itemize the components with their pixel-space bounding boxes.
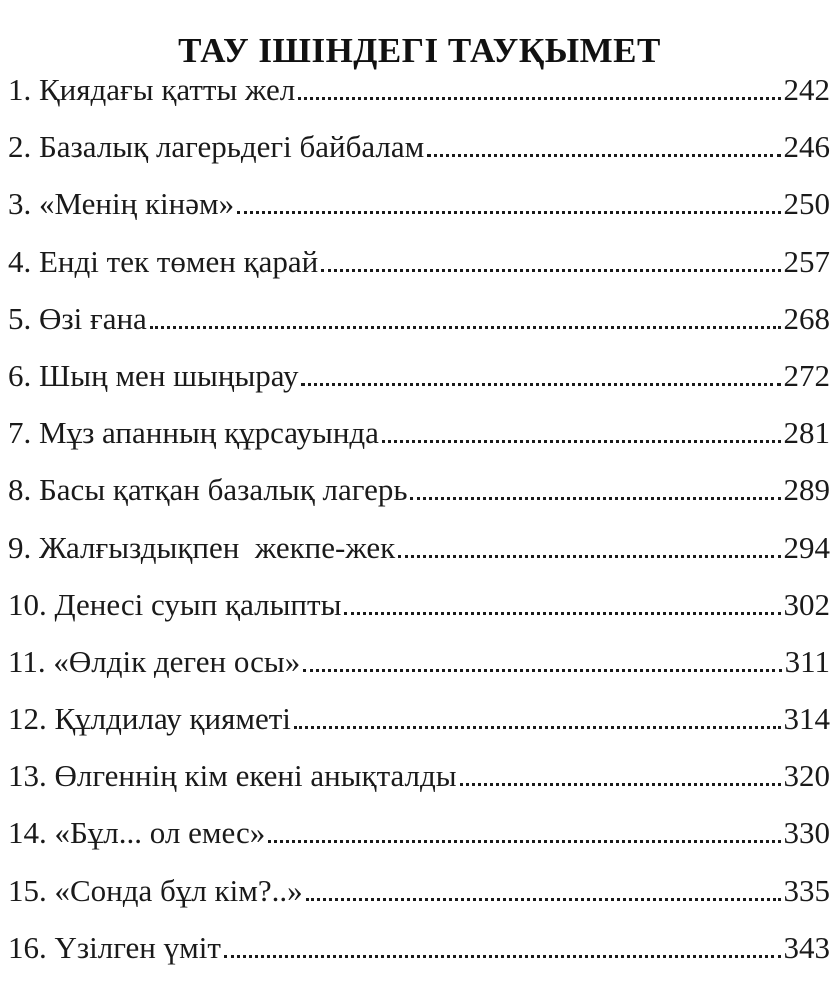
- toc-entry-title: 7. Мұз апанның құрсауында: [8, 415, 379, 451]
- dot-leader: [303, 669, 781, 672]
- toc-entry-page-number: 257: [783, 243, 830, 279]
- dot-leader: [321, 269, 780, 272]
- toc-entry-title: 16. Үзілген үміт: [8, 929, 221, 965]
- toc-entry-page-number: 281: [783, 415, 830, 451]
- toc-entry-page-number: 320: [783, 758, 830, 794]
- toc-entry: [8, 693, 830, 750]
- toc-entry-page-number: 335: [783, 872, 830, 908]
- toc-entry-title: 3. «Менің кінәм»: [8, 186, 235, 222]
- toc-entry-title: 10. Денесі суып қалыпты: [8, 586, 342, 622]
- toc-entry-title: 4. Енді тек төмен қарай: [8, 243, 319, 279]
- toc-entry-title: 6. Шың мен шыңырау: [8, 357, 299, 393]
- toc-entry: [8, 636, 830, 693]
- table-of-contents: [8, 64, 830, 979]
- dot-leader: [294, 726, 781, 729]
- toc-entry: [8, 579, 830, 636]
- dot-leader: [306, 898, 781, 901]
- toc-entry: [8, 293, 830, 350]
- toc-entry: [8, 64, 830, 121]
- toc-entry-page-number: 330: [783, 815, 830, 851]
- dot-leader: [382, 440, 781, 443]
- toc-entry: [8, 350, 830, 407]
- toc-entry-title: 8. Басы қатқан базалық лагерь: [8, 472, 408, 508]
- toc-entry-page-number: 246: [783, 129, 830, 165]
- dot-leader: [298, 97, 780, 100]
- toc-entry: [8, 750, 830, 807]
- toc-entry: [8, 522, 830, 579]
- toc-entry: [8, 865, 830, 922]
- toc-entry-title: 14. «Бұл... ол емес»: [8, 815, 266, 851]
- toc-entry-page-number: 242: [783, 72, 830, 107]
- toc-entry: [8, 407, 830, 464]
- toc-entry-title: 9. Жалғыздықпен жекпе-жек: [8, 529, 396, 565]
- toc-entry-title: 11. «Өлдік деген осы»: [8, 643, 301, 679]
- toc-entry-title: 5. Өзі ғана: [8, 300, 147, 336]
- toc-entry-title: 15. «Сонда бұл кім?..»: [8, 872, 303, 908]
- page-title: ТАУ ІШІНДЕГІ ТАУҚЫМЕТ: [178, 31, 661, 71]
- toc-entry-page-number: 272: [783, 357, 830, 393]
- toc-entry-page-number: 311: [784, 643, 830, 679]
- toc-entry-page-number: 250: [783, 186, 830, 222]
- dot-leader: [150, 326, 781, 329]
- dot-leader: [344, 612, 780, 615]
- dot-leader: [398, 555, 780, 558]
- dot-leader: [237, 211, 780, 214]
- toc-entry-page-number: 289: [783, 472, 830, 508]
- dot-leader: [427, 154, 780, 157]
- toc-entry-page-number: 343: [783, 929, 830, 965]
- toc-entry-title: 12. Құлдилау қияметі: [8, 701, 291, 737]
- dot-leader: [460, 783, 781, 786]
- toc-entry: [8, 464, 830, 521]
- toc-entry-page-number: 302: [783, 586, 830, 622]
- dot-leader: [410, 497, 780, 500]
- toc-entry-title: 13. Өлгеннің кім екені анықталды: [8, 758, 457, 794]
- toc-entry-page-number: 268: [783, 300, 830, 336]
- toc-entry: [8, 236, 830, 293]
- toc-entry-title: 1. Қиядағы қатты жел: [8, 72, 296, 107]
- toc-entry-title: 2. Базалық лагерьдегі байбалам: [8, 129, 425, 165]
- dot-leader: [268, 840, 780, 843]
- toc-entry-page-number: 294: [783, 529, 830, 565]
- toc-entry: [8, 807, 830, 864]
- dot-leader: [301, 383, 780, 386]
- toc-entry: [8, 121, 830, 178]
- toc-entry: [8, 922, 830, 979]
- toc-entry: [8, 178, 830, 235]
- dot-leader: [224, 955, 781, 958]
- toc-entry-page-number: 314: [783, 701, 830, 737]
